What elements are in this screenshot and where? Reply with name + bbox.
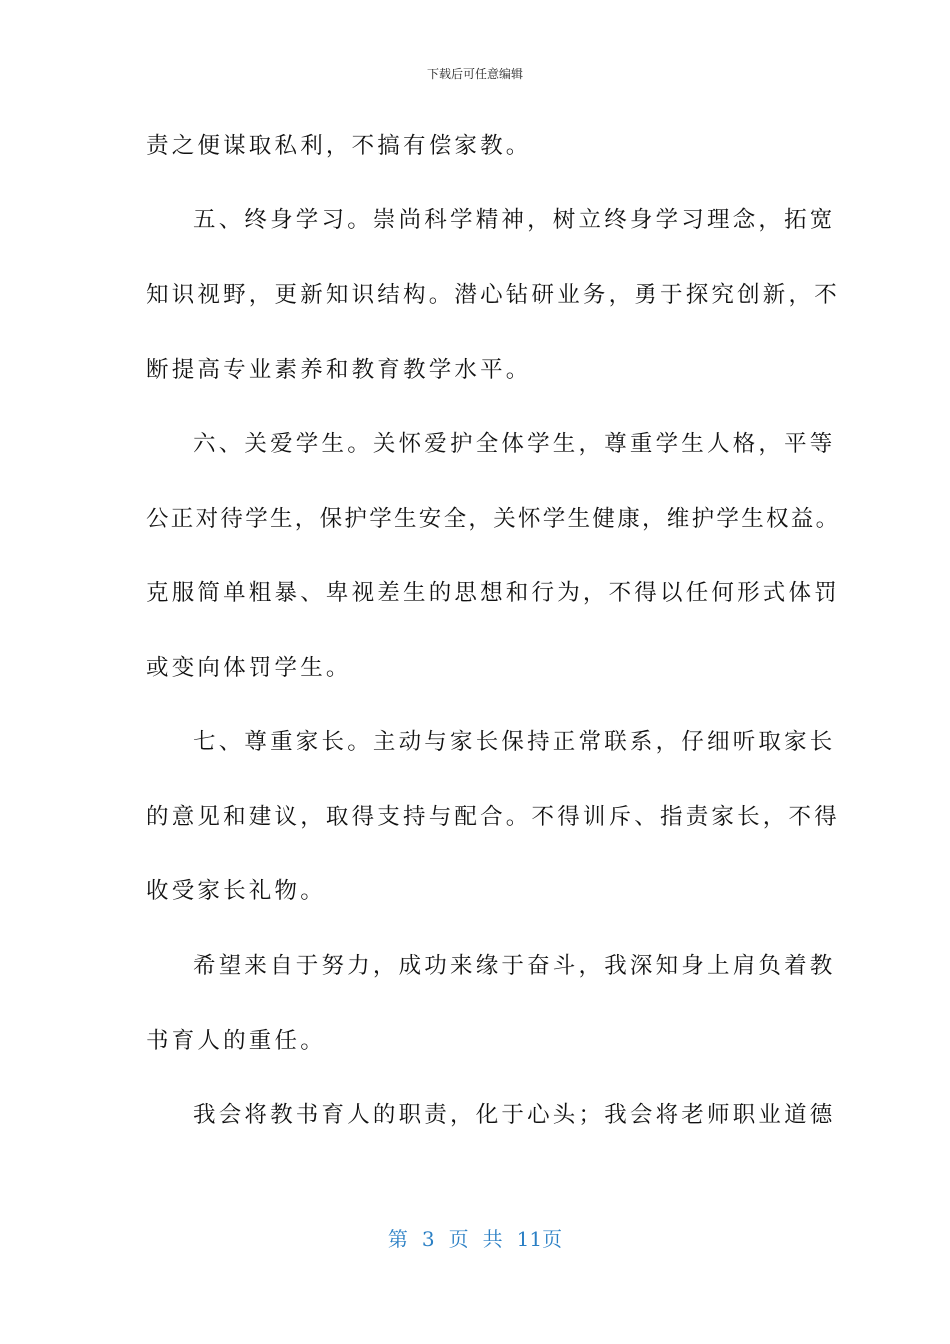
body-line-13: 书育人的重任。 [146, 1028, 326, 1054]
page-header: 下载后可任意编辑 [426, 67, 523, 81]
body-line-11: 收受家长礼物。 [146, 878, 326, 904]
body-line-6: 公正对待学生，保护学生安全，关怀学生健康，维护学生权益。 [146, 506, 841, 532]
body-line-10: 的意见和建议，取得支持与配合。不得训斥、指责家长，不得 [146, 804, 840, 830]
body-line-14: 我会将教书育人的职责，化于心头；我会将老师职业道德 [193, 1102, 836, 1128]
body-line-3: 知识视野，更新知识结构。潜心钻研业务，勇于探究创新，不 [146, 282, 840, 308]
footer-total-pages: 11 [516, 1227, 543, 1251]
body-line-7: 克服简单粗暴、卑视差生的思想和行为，不得以任何形式体罚 [146, 580, 840, 606]
footer-ye2: 页 [542, 1227, 563, 1251]
footer-ye: 页 [448, 1227, 469, 1251]
body-line-8: 或变向体罚学生。 [146, 655, 352, 681]
body-line-5: 六、关爱学生。关怀爱护全体学生，尊重学生人格，平等 [193, 431, 836, 457]
page-footer [0, 1226, 950, 1252]
body-line-4: 断提高专业素养和教育教学水平。 [146, 357, 532, 383]
footer-page-number: 3 [421, 1227, 435, 1251]
body-line-9: 七、尊重家长。主动与家长保持正常联系，仔细听取家长 [193, 729, 836, 755]
body-line-1: 责之便谋取私利，不搞有偿家教。 [146, 133, 532, 159]
footer-di: 第 [387, 1227, 408, 1251]
body-line-12: 希望来自于努力，成功来缘于奋斗，我深知身上肩负着教 [193, 953, 836, 979]
body-line-2: 五、终身学习。崇尚科学精神，树立终身学习理念，拓宽 [193, 207, 836, 233]
footer-gong: 共 [482, 1227, 503, 1251]
